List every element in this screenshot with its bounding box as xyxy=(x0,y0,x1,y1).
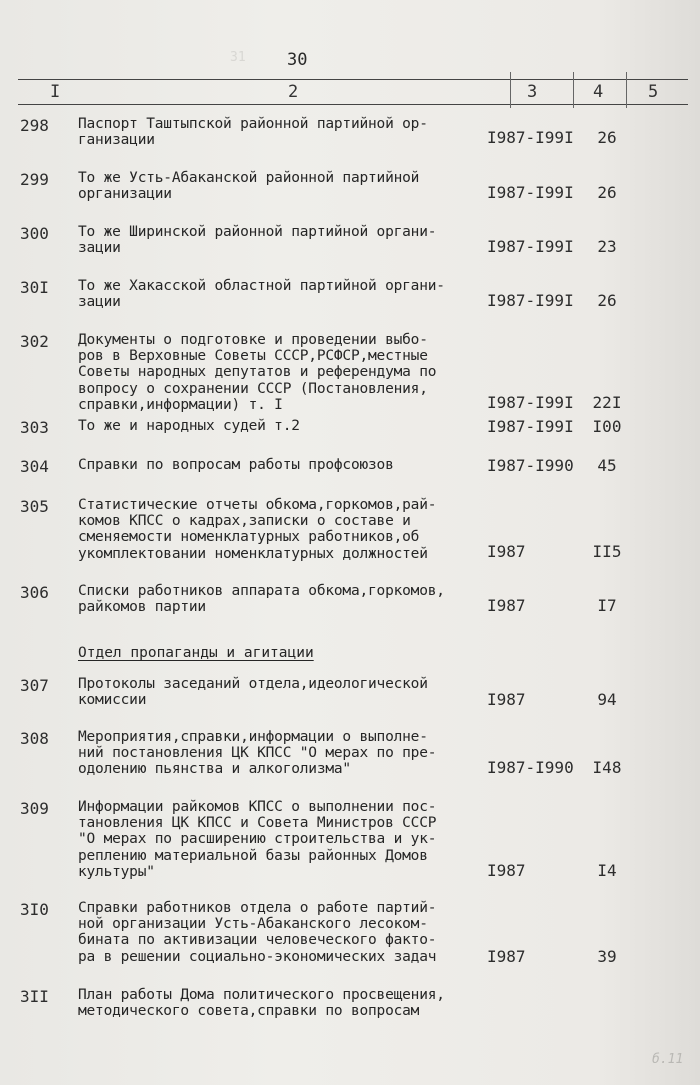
item-title: Протоколы заседаний отдела,идеологической комиссии xyxy=(78,676,428,709)
item-title: Статистические отчеты обкома,горкомов,рай- комов КПСС о кадрах,записки о составе и сменяемости номенклатурных работников,об укомплектовании номенклатурных должностей xyxy=(78,497,437,562)
column-divider xyxy=(510,72,511,108)
item-title: Паспорт Таштыпской районной партийной ор- ганизации xyxy=(78,116,428,149)
item-title: Справки работников отдела о работе партий- ной организации Усть-Абаканского лесоком- бината по активизации человеческого факто- ра в решении социально-экономических задач xyxy=(78,900,437,965)
column-header-1: I xyxy=(50,82,61,102)
item-title: Мероприятия,справки,информации о выполне- ний постановления ЦК КПСС "О мерах по пре- одолению пьянства и алкоголизма" xyxy=(78,729,437,778)
item-years: I987-I990 xyxy=(487,758,574,777)
margin-handwritten-note: б.11 xyxy=(652,1052,684,1067)
item-count: II5 xyxy=(592,542,622,561)
item-years: I987-I99I xyxy=(487,183,574,202)
item-number: 309 xyxy=(20,799,49,818)
item-years: I987-I99I xyxy=(487,393,574,412)
item-count: I4 xyxy=(597,861,617,880)
item-count: 94 xyxy=(597,690,617,709)
column-header-5: 5 xyxy=(648,82,659,102)
item-title: То же Ширинской районной партийной органи- зации xyxy=(78,224,437,257)
item-count: 26 xyxy=(597,183,617,202)
item-title: То же Усть-Абаканской районной партийной организации xyxy=(78,170,420,203)
item-years: I987 xyxy=(487,542,526,561)
column-divider xyxy=(573,72,574,108)
item-number: 304 xyxy=(20,457,49,476)
item-number: 303 xyxy=(20,418,49,437)
item-number: 30I xyxy=(20,278,49,297)
item-count: 26 xyxy=(597,128,617,147)
column-header-2: 2 xyxy=(288,82,299,102)
item-title: Информации райкомов КПСС о выполнении пос- тановления ЦК КПСС и Совета Министров СССР "О мерах по расширению строительства и ук- реплению материальной базы районных Домов культуры" xyxy=(78,799,437,880)
item-number: 3II xyxy=(20,987,49,1006)
item-count: 45 xyxy=(597,456,617,475)
item-number: 3I0 xyxy=(20,900,49,919)
column-header-4: 4 xyxy=(593,82,604,102)
item-years: I987-I99I xyxy=(487,417,574,436)
item-number: 299 xyxy=(20,170,49,189)
item-years: I987-I99I xyxy=(487,237,574,256)
item-title: Справки по вопросам работы профсоюзов xyxy=(78,457,394,473)
bleed-through-page-number: 31 xyxy=(230,50,246,65)
page-number: 30 xyxy=(287,50,308,70)
item-years: I987-I99I xyxy=(487,291,574,310)
item-count: 26 xyxy=(597,291,617,310)
item-years: I987-I990 xyxy=(487,456,574,475)
item-count: 22I xyxy=(592,393,622,412)
item-title: Документы о подготовке и проведении выбо- ров в Верховные Советы СССР,РСФСР,местные Советы народных депутатов и референдума по вопросу о сохранении СССР (Постановления, справки,информации) т. I xyxy=(78,332,437,413)
column-divider xyxy=(626,72,627,108)
item-title: План работы Дома политического просвещения, методического совета,справки по вопросам xyxy=(78,987,445,1020)
item-number: 306 xyxy=(20,583,49,602)
section-heading: Отдел пропаганды и агитации xyxy=(78,645,314,661)
item-count: I48 xyxy=(592,758,622,777)
item-title: То же Хакасской областной партийной органи- зации xyxy=(78,278,445,311)
item-years: I987 xyxy=(487,596,526,615)
item-count: 23 xyxy=(597,237,617,256)
item-years: I987 xyxy=(487,947,526,966)
header-bottom-rule xyxy=(18,104,688,105)
item-number: 302 xyxy=(20,332,49,351)
item-years: I987 xyxy=(487,861,526,880)
item-title: Списки работников аппарата обкома,горкомов, райкомов партии xyxy=(78,583,445,616)
item-number: 307 xyxy=(20,676,49,695)
item-number: 300 xyxy=(20,224,49,243)
item-number: 298 xyxy=(20,116,49,135)
item-title: То же и народных судей т.2 xyxy=(78,418,300,434)
item-number: 308 xyxy=(20,729,49,748)
header-top-rule xyxy=(18,79,688,80)
item-years: I987-I99I xyxy=(487,128,574,147)
item-count: I00 xyxy=(592,417,622,436)
column-header-3: 3 xyxy=(527,82,538,102)
item-years: I987 xyxy=(487,690,526,709)
item-count: I7 xyxy=(597,596,617,615)
item-number: 305 xyxy=(20,497,49,516)
item-count: 39 xyxy=(597,947,617,966)
